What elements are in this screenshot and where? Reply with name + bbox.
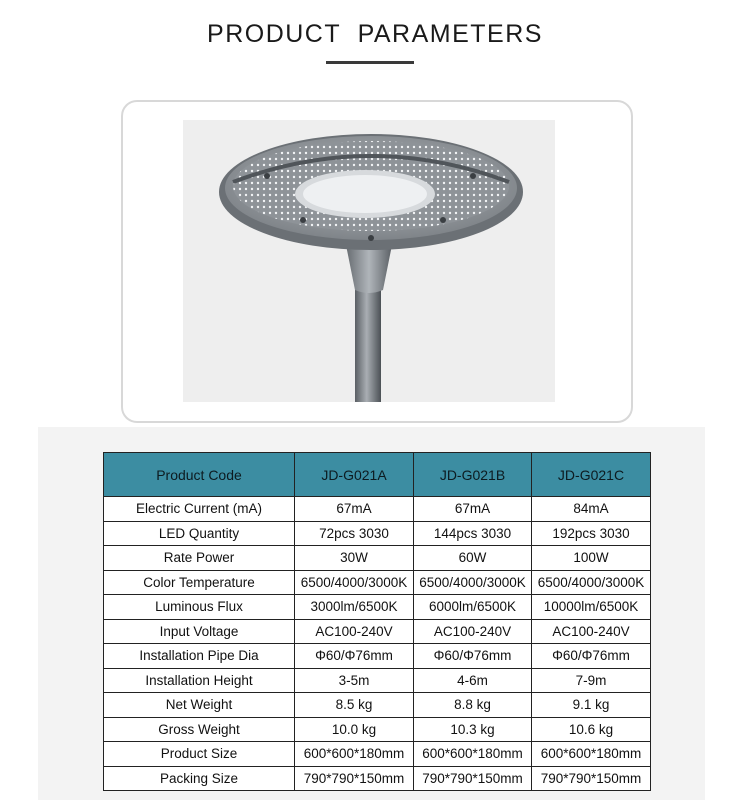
header-model-c: JD-G021C: [532, 453, 651, 497]
table-row: [104, 742, 651, 767]
table-cell: 10.6 kg: [532, 717, 651, 742]
table-cell: AC100-240V: [414, 619, 532, 644]
table-cell: 790*790*150mm: [414, 766, 532, 791]
row-label: Installation Pipe Dia: [104, 644, 295, 669]
product-photo-frame: [121, 100, 633, 423]
table-cell: Φ60/Φ76mm: [532, 644, 651, 669]
table-cell: Φ60/Φ76mm: [414, 644, 532, 669]
table-cell: 600*600*180mm: [295, 742, 414, 767]
table-cell: 9.1 kg: [532, 693, 651, 718]
table-cell: 600*600*180mm: [414, 742, 532, 767]
table-cell: 790*790*150mm: [295, 766, 414, 791]
row-label: LED Quantity: [104, 521, 295, 546]
table-row: [104, 717, 651, 742]
header-product-code: Product Code: [104, 453, 295, 497]
row-label: Rate Power: [104, 546, 295, 571]
table-cell: 3000lm/6500K: [295, 595, 414, 620]
product-parameters-table: [103, 452, 651, 791]
table-cell: 144pcs 3030: [414, 521, 532, 546]
table-row: [104, 644, 651, 669]
page-title: PRODUCT PARAMETERS: [207, 20, 543, 48]
product-photo: [183, 120, 555, 402]
row-label: Net Weight: [104, 693, 295, 718]
table-cell: 8.5 kg: [295, 693, 414, 718]
table-cell: 84mA: [532, 497, 651, 522]
row-label: Product Size: [104, 742, 295, 767]
table-cell: 67mA: [414, 497, 532, 522]
table-cell: 192pcs 3030: [532, 521, 651, 546]
table-cell: 790*790*150mm: [532, 766, 651, 791]
header-model-b: JD-G021B: [414, 453, 532, 497]
table-cell: 600*600*180mm: [532, 742, 651, 767]
table-cell: 30W: [295, 546, 414, 571]
table-cell: 10.3 kg: [414, 717, 532, 742]
table-row: [104, 570, 651, 595]
table-cell: 100W: [532, 546, 651, 571]
row-label: Electric Current (mA): [104, 497, 295, 522]
table-cell: AC100-240V: [295, 619, 414, 644]
table-cell: 10000lm/6500K: [532, 595, 651, 620]
table-row: [104, 693, 651, 718]
table-row: [104, 766, 651, 791]
table-cell: 8.8 kg: [414, 693, 532, 718]
table-cell: 3-5m: [295, 668, 414, 693]
table-cell: 6000lm/6500K: [414, 595, 532, 620]
table-cell: 6500/4000/3000K: [532, 570, 651, 595]
table-row: [104, 595, 651, 620]
row-label: Installation Height: [104, 668, 295, 693]
table-row: [104, 668, 651, 693]
table-cell: 67mA: [295, 497, 414, 522]
row-label: Color Temperature: [104, 570, 295, 595]
table-cell: 6500/4000/3000K: [414, 570, 532, 595]
table-row: [104, 619, 651, 644]
table-cell: AC100-240V: [532, 619, 651, 644]
table-cell: 7-9m: [532, 668, 651, 693]
table-row: [104, 521, 651, 546]
table-row: [104, 546, 651, 571]
table-cell: Φ60/Φ76mm: [295, 644, 414, 669]
row-label: Packing Size: [104, 766, 295, 791]
table-cell: 4-6m: [414, 668, 532, 693]
row-label: Luminous Flux: [104, 595, 295, 620]
row-label: Input Voltage: [104, 619, 295, 644]
title-underline: [326, 61, 414, 64]
table-cell: 10.0 kg: [295, 717, 414, 742]
table-cell: 6500/4000/3000K: [295, 570, 414, 595]
row-label: Gross Weight: [104, 717, 295, 742]
table-header-row: [104, 453, 651, 497]
header-model-a: JD-G021A: [295, 453, 414, 497]
table-row: [104, 497, 651, 522]
table-cell: 60W: [414, 546, 532, 571]
table-cell: 72pcs 3030: [295, 521, 414, 546]
street-light-illustration: [183, 120, 555, 402]
